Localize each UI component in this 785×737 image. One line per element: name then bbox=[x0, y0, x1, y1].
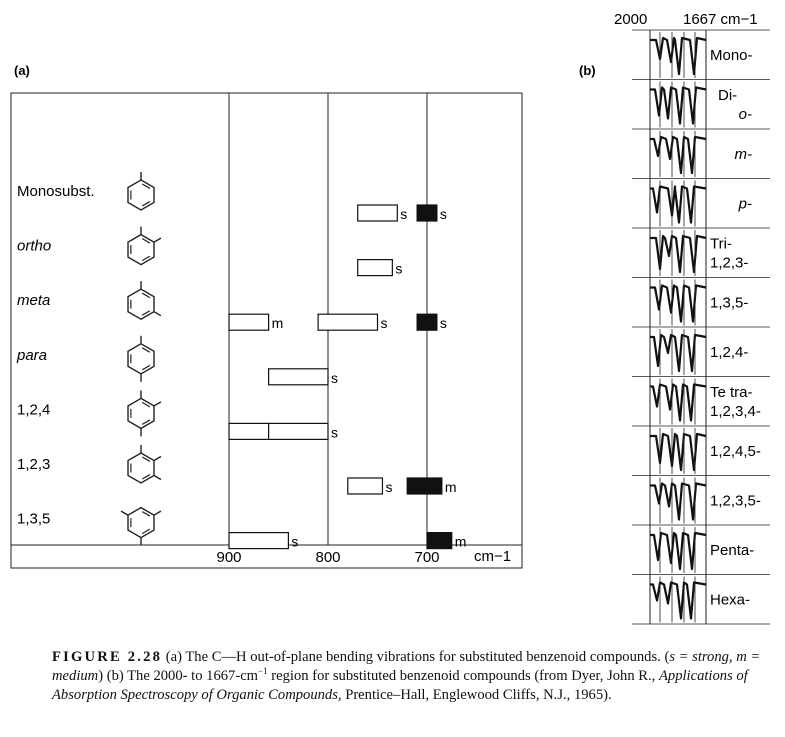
caption-intensity-definition: s = strong, m = medium bbox=[52, 649, 761, 684]
spectrum-trace-8 bbox=[650, 434, 706, 470]
spectrum-trace-3 bbox=[650, 187, 706, 223]
band-12 bbox=[427, 533, 452, 549]
substitution-label-5-0: 1,3,5- bbox=[710, 294, 749, 312]
caption-book-title: Applications of Absorption Spectroscopy of Organic Compounds, bbox=[52, 668, 748, 703]
band-intensity-8: s bbox=[331, 424, 338, 441]
benzene-structures bbox=[121, 172, 161, 546]
band-6 bbox=[269, 369, 328, 385]
band-intensity-9: s bbox=[385, 479, 393, 495]
spectrum-trace-9 bbox=[650, 484, 706, 520]
spectrum-trace-6 bbox=[650, 335, 706, 371]
spectrum-trace-11 bbox=[650, 583, 706, 619]
row-label-2: meta bbox=[17, 292, 51, 310]
row-labels bbox=[16, 183, 95, 528]
panel-a bbox=[11, 63, 522, 568]
wavenumber-ticks bbox=[216, 549, 439, 566]
panel-b bbox=[579, 11, 770, 624]
panel-a-label: (a) bbox=[14, 63, 30, 78]
caption-part2: ) (b) The 2000- to 1667-cm bbox=[98, 668, 259, 684]
benzene-ring-2 bbox=[128, 281, 161, 319]
band-9 bbox=[348, 478, 383, 494]
panel-b-label: (b) bbox=[579, 63, 596, 78]
band-intensity-0: s bbox=[400, 206, 408, 222]
spectrum-trace-2 bbox=[650, 137, 706, 173]
substitution-label-8-0: 1,2,4,5- bbox=[710, 442, 761, 460]
substitution-label-0-0: Mono- bbox=[710, 46, 753, 64]
tick-label-800: 800 bbox=[315, 549, 341, 566]
row-label-3: para bbox=[17, 346, 48, 364]
spectrum-trace-7 bbox=[650, 385, 706, 421]
band-intensity-5: s bbox=[439, 315, 447, 332]
substitution-label-2-0: m- bbox=[734, 145, 752, 163]
band-intensity-11: s bbox=[291, 533, 299, 550]
row-label-4: 1,2,4 bbox=[17, 401, 51, 419]
tick-label-900: 900 bbox=[216, 549, 242, 566]
benzene-ring-0 bbox=[128, 172, 154, 210]
benzene-ring-3 bbox=[128, 336, 154, 382]
benzene-ring-4 bbox=[128, 390, 161, 436]
row-label-0: Monosubst. bbox=[17, 183, 95, 200]
band-5 bbox=[417, 314, 437, 330]
substitution-label-4-0: Tri- bbox=[710, 235, 732, 253]
substitution-labels bbox=[710, 47, 761, 609]
band-intensity-10: m bbox=[444, 479, 457, 495]
band-intensity-2: s bbox=[395, 260, 403, 277]
band-1 bbox=[417, 205, 437, 221]
band-intensity-3: m bbox=[271, 315, 284, 332]
band-intensity-4: s bbox=[380, 315, 388, 332]
panel-b-axis-right: 1667 cm−1 bbox=[683, 11, 758, 28]
band-8 bbox=[269, 423, 328, 439]
band-4 bbox=[318, 314, 377, 330]
absorption-bands bbox=[229, 205, 466, 550]
substitution-label-7-1: 1,2,3,4- bbox=[710, 402, 761, 420]
substitution-label-3-0: p- bbox=[738, 195, 752, 213]
caption-part3: region for substituted benzenoid compounds (from Dyer, John R., bbox=[267, 668, 659, 684]
benzene-ring-5 bbox=[128, 445, 161, 483]
band-7 bbox=[229, 423, 269, 439]
caption-superscript: −1 bbox=[258, 666, 268, 677]
figure-caption bbox=[52, 648, 777, 705]
spectrum-trace-10 bbox=[650, 533, 706, 569]
band-intensity-6: s bbox=[331, 369, 338, 386]
band-10 bbox=[407, 478, 442, 494]
tick-label-700: 700 bbox=[414, 549, 440, 566]
row-label-6: 1,3,5 bbox=[17, 510, 51, 528]
band-intensity-12: m bbox=[454, 533, 467, 550]
row-label-1: ortho bbox=[17, 237, 52, 255]
substitution-label-1-1: o- bbox=[738, 105, 752, 123]
caption-part4: Prentice–Hall, Englewood Cliffs, N.J., 1965). bbox=[341, 687, 612, 703]
benzene-ring-6 bbox=[121, 508, 161, 546]
substitution-label-9-0: 1,2,3,5- bbox=[710, 492, 761, 510]
substitution-label-1-0: Di- bbox=[718, 86, 738, 104]
substitution-label-11-0: Hexa- bbox=[710, 591, 751, 609]
caption-label: FIGURE 2.28 bbox=[52, 649, 163, 665]
band-intensity-1: s bbox=[439, 206, 447, 222]
panel-b-axis-left: 2000 bbox=[614, 11, 648, 28]
row-label-5: 1,2,3 bbox=[17, 456, 51, 473]
substitution-label-6-0: 1,2,4- bbox=[710, 343, 749, 361]
substitution-label-10-0: Penta- bbox=[710, 541, 755, 559]
band-3 bbox=[229, 314, 269, 330]
spectrum-trace-0 bbox=[650, 38, 706, 74]
caption-part1: (a) The C—H out-of-plane bending vibrations for substituted benzenoid compounds. ( bbox=[162, 649, 670, 665]
spectrum-trace-4 bbox=[650, 236, 706, 272]
benzene-ring-1 bbox=[128, 227, 161, 265]
spectrum-trace-5 bbox=[650, 286, 706, 322]
substitution-label-4-1: 1,2,3- bbox=[710, 254, 749, 272]
band-0 bbox=[358, 205, 398, 221]
band-2 bbox=[358, 260, 393, 276]
band-11 bbox=[229, 533, 288, 549]
axis-unit-label: cm−1 bbox=[474, 548, 512, 565]
spectrum-trace-1 bbox=[650, 88, 706, 124]
substitution-label-7-0: Te tra- bbox=[710, 383, 753, 401]
